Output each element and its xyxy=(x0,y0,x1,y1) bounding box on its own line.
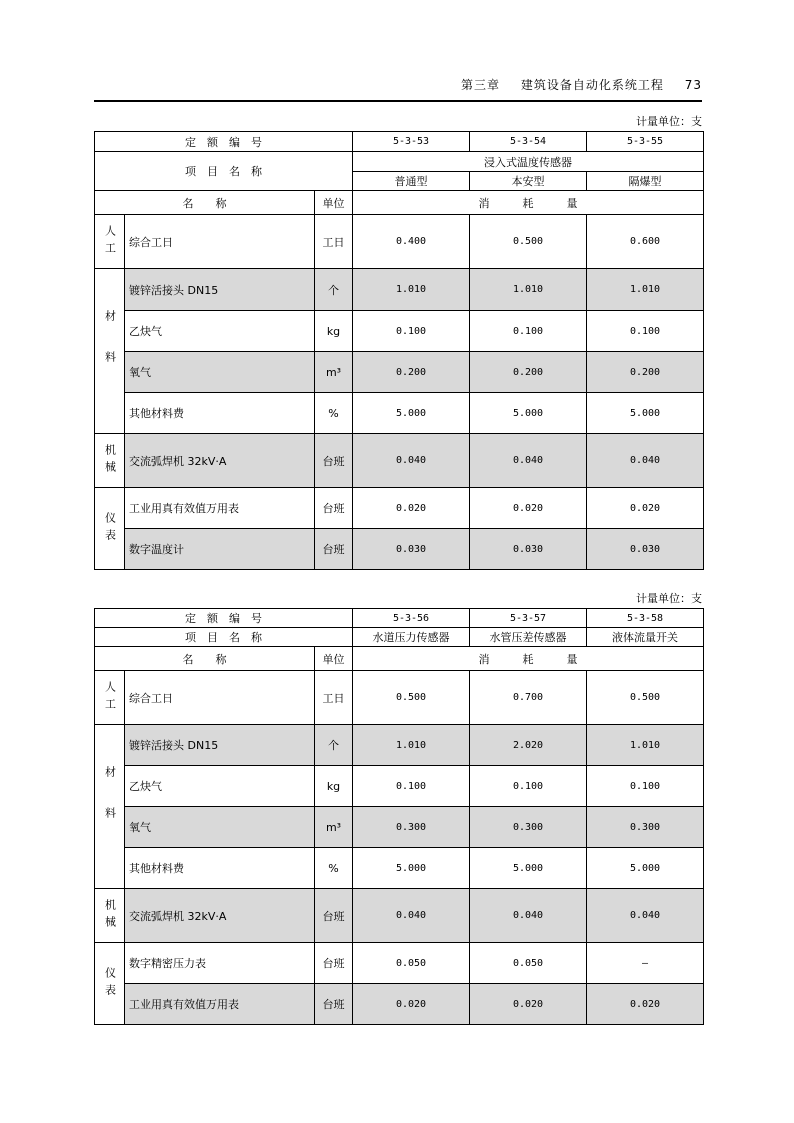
chapter-label: 第三章 xyxy=(461,78,501,92)
group-labor: 人工 xyxy=(95,215,125,269)
row-value: 1.010 xyxy=(353,725,470,766)
row-value: 0.100 xyxy=(353,311,470,352)
row-value: 0.300 xyxy=(470,807,587,848)
row-name: 工业用真有效值万用表 xyxy=(125,488,315,529)
row-name: 综合工日 xyxy=(125,215,315,269)
row-unit: 工日 xyxy=(315,671,353,725)
quota-table-1 xyxy=(94,131,704,570)
col-unit-header: 单位 xyxy=(315,191,353,215)
item-name-label: 项 目 名 称 xyxy=(95,628,353,647)
group-machine: 机械 xyxy=(95,889,125,943)
item-type: 水道压力传感器 xyxy=(353,628,470,647)
row-name: 镀锌活接头 DN15 xyxy=(125,725,315,766)
row-value: 0.020 xyxy=(587,984,704,1025)
group-labor: 人工 xyxy=(95,671,125,725)
quota-code: 5-3-57 xyxy=(470,609,587,628)
row-value: 0.020 xyxy=(470,984,587,1025)
row-unit: % xyxy=(315,393,353,434)
row-unit: 台班 xyxy=(315,488,353,529)
col-name-header: 名 称 xyxy=(95,647,315,671)
row-value: 0.400 xyxy=(353,215,470,269)
row-value: 5.000 xyxy=(353,848,470,889)
row-value: 2.020 xyxy=(470,725,587,766)
row-value: 5.000 xyxy=(587,393,704,434)
row-value: 0.030 xyxy=(353,529,470,570)
row-value: 0.030 xyxy=(587,529,704,570)
quota-code: 5-3-53 xyxy=(353,132,470,152)
col-consume-header: 消 耗 量 xyxy=(353,191,704,215)
row-value: 0.700 xyxy=(470,671,587,725)
group-machine: 机械 xyxy=(95,434,125,488)
row-value: 1.010 xyxy=(587,725,704,766)
row-value: 0.100 xyxy=(470,311,587,352)
row-name: 交流弧焊机 32kV·A xyxy=(125,434,315,488)
quota-code: 5-3-58 xyxy=(587,609,704,628)
row-value: 0.040 xyxy=(587,889,704,943)
row-value: 0.100 xyxy=(587,311,704,352)
row-value: 0.040 xyxy=(470,434,587,488)
unit-note-2: 计量单位：支 xyxy=(636,592,702,605)
group-material: 材料 xyxy=(95,725,125,889)
row-value: 1.010 xyxy=(587,269,704,311)
row-unit: 台班 xyxy=(315,984,353,1025)
quota-code: 5-3-54 xyxy=(470,132,587,152)
row-name: 氧气 xyxy=(125,807,315,848)
row-value: 0.200 xyxy=(353,352,470,393)
item-type: 水管压差传感器 xyxy=(470,628,587,647)
row-value: 0.500 xyxy=(353,671,470,725)
row-unit: 个 xyxy=(315,725,353,766)
subtype: 普通型 xyxy=(353,172,470,191)
item-type: 液体流量开关 xyxy=(587,628,704,647)
row-unit: kg xyxy=(315,311,353,352)
item-name-label: 项 目 名 称 xyxy=(95,152,353,191)
group-material: 材料 xyxy=(95,269,125,434)
row-value: 0.050 xyxy=(353,943,470,984)
row-value: 1.010 xyxy=(353,269,470,311)
row-value: 5.000 xyxy=(353,393,470,434)
row-value: 5.000 xyxy=(587,848,704,889)
unit-note-1: 计量单位：支 xyxy=(636,115,702,128)
row-unit: % xyxy=(315,848,353,889)
row-name: 数字精密压力表 xyxy=(125,943,315,984)
row-unit: 台班 xyxy=(315,889,353,943)
row-value: 5.000 xyxy=(470,393,587,434)
col-name-header: 名 称 xyxy=(95,191,315,215)
row-unit: 台班 xyxy=(315,434,353,488)
row-value: 0.020 xyxy=(587,488,704,529)
row-value: 0.500 xyxy=(470,215,587,269)
row-name: 工业用真有效值万用表 xyxy=(125,984,315,1025)
row-name: 镀锌活接头 DN15 xyxy=(125,269,315,311)
row-value: — xyxy=(587,943,704,984)
row-unit: m³ xyxy=(315,352,353,393)
row-value: 0.020 xyxy=(353,488,470,529)
row-value: 0.040 xyxy=(587,434,704,488)
col-unit-header: 单位 xyxy=(315,647,353,671)
row-unit: m³ xyxy=(315,807,353,848)
quota-no-label: 定 额 编 号 xyxy=(95,609,353,628)
quota-no-label: 定 额 编 号 xyxy=(95,132,353,152)
row-unit: 台班 xyxy=(315,529,353,570)
row-unit: kg xyxy=(315,766,353,807)
row-value: 0.100 xyxy=(587,766,704,807)
row-unit: 台班 xyxy=(315,943,353,984)
row-value: 0.100 xyxy=(470,766,587,807)
subtype: 隔爆型 xyxy=(587,172,704,191)
row-value: 0.200 xyxy=(470,352,587,393)
group-meter: 仪表 xyxy=(95,943,125,1025)
chapter-title: 建筑设备自动化系统工程 xyxy=(520,78,664,92)
page-header xyxy=(94,74,702,102)
row-name: 数字温度计 xyxy=(125,529,315,570)
row-value: 0.200 xyxy=(587,352,704,393)
row-value: 0.020 xyxy=(353,984,470,1025)
row-value: 0.500 xyxy=(587,671,704,725)
subtype: 本安型 xyxy=(470,172,587,191)
row-value: 0.100 xyxy=(353,766,470,807)
row-name: 其他材料费 xyxy=(125,393,315,434)
row-value: 0.050 xyxy=(470,943,587,984)
row-value: 0.040 xyxy=(353,889,470,943)
row-value: 0.600 xyxy=(587,215,704,269)
quota-code: 5-3-55 xyxy=(587,132,704,152)
row-value: 0.030 xyxy=(470,529,587,570)
row-name: 氧气 xyxy=(125,352,315,393)
group-title: 浸入式温度传感器 xyxy=(353,152,704,172)
row-value: 0.300 xyxy=(587,807,704,848)
col-consume-header: 消 耗 量 xyxy=(353,647,704,671)
group-meter: 仪表 xyxy=(95,488,125,570)
row-value: 1.010 xyxy=(470,269,587,311)
page-number: 73 xyxy=(684,78,702,92)
row-name: 其他材料费 xyxy=(125,848,315,889)
quota-code: 5-3-56 xyxy=(353,609,470,628)
quota-table-2 xyxy=(94,608,704,1025)
row-name: 乙炔气 xyxy=(125,766,315,807)
row-value: 0.300 xyxy=(353,807,470,848)
row-name: 综合工日 xyxy=(125,671,315,725)
row-unit: 工日 xyxy=(315,215,353,269)
row-unit: 个 xyxy=(315,269,353,311)
row-value: 5.000 xyxy=(470,848,587,889)
row-value: 0.040 xyxy=(353,434,470,488)
row-name: 交流弧焊机 32kV·A xyxy=(125,889,315,943)
row-name: 乙炔气 xyxy=(125,311,315,352)
row-value: 0.020 xyxy=(470,488,587,529)
row-value: 0.040 xyxy=(470,889,587,943)
